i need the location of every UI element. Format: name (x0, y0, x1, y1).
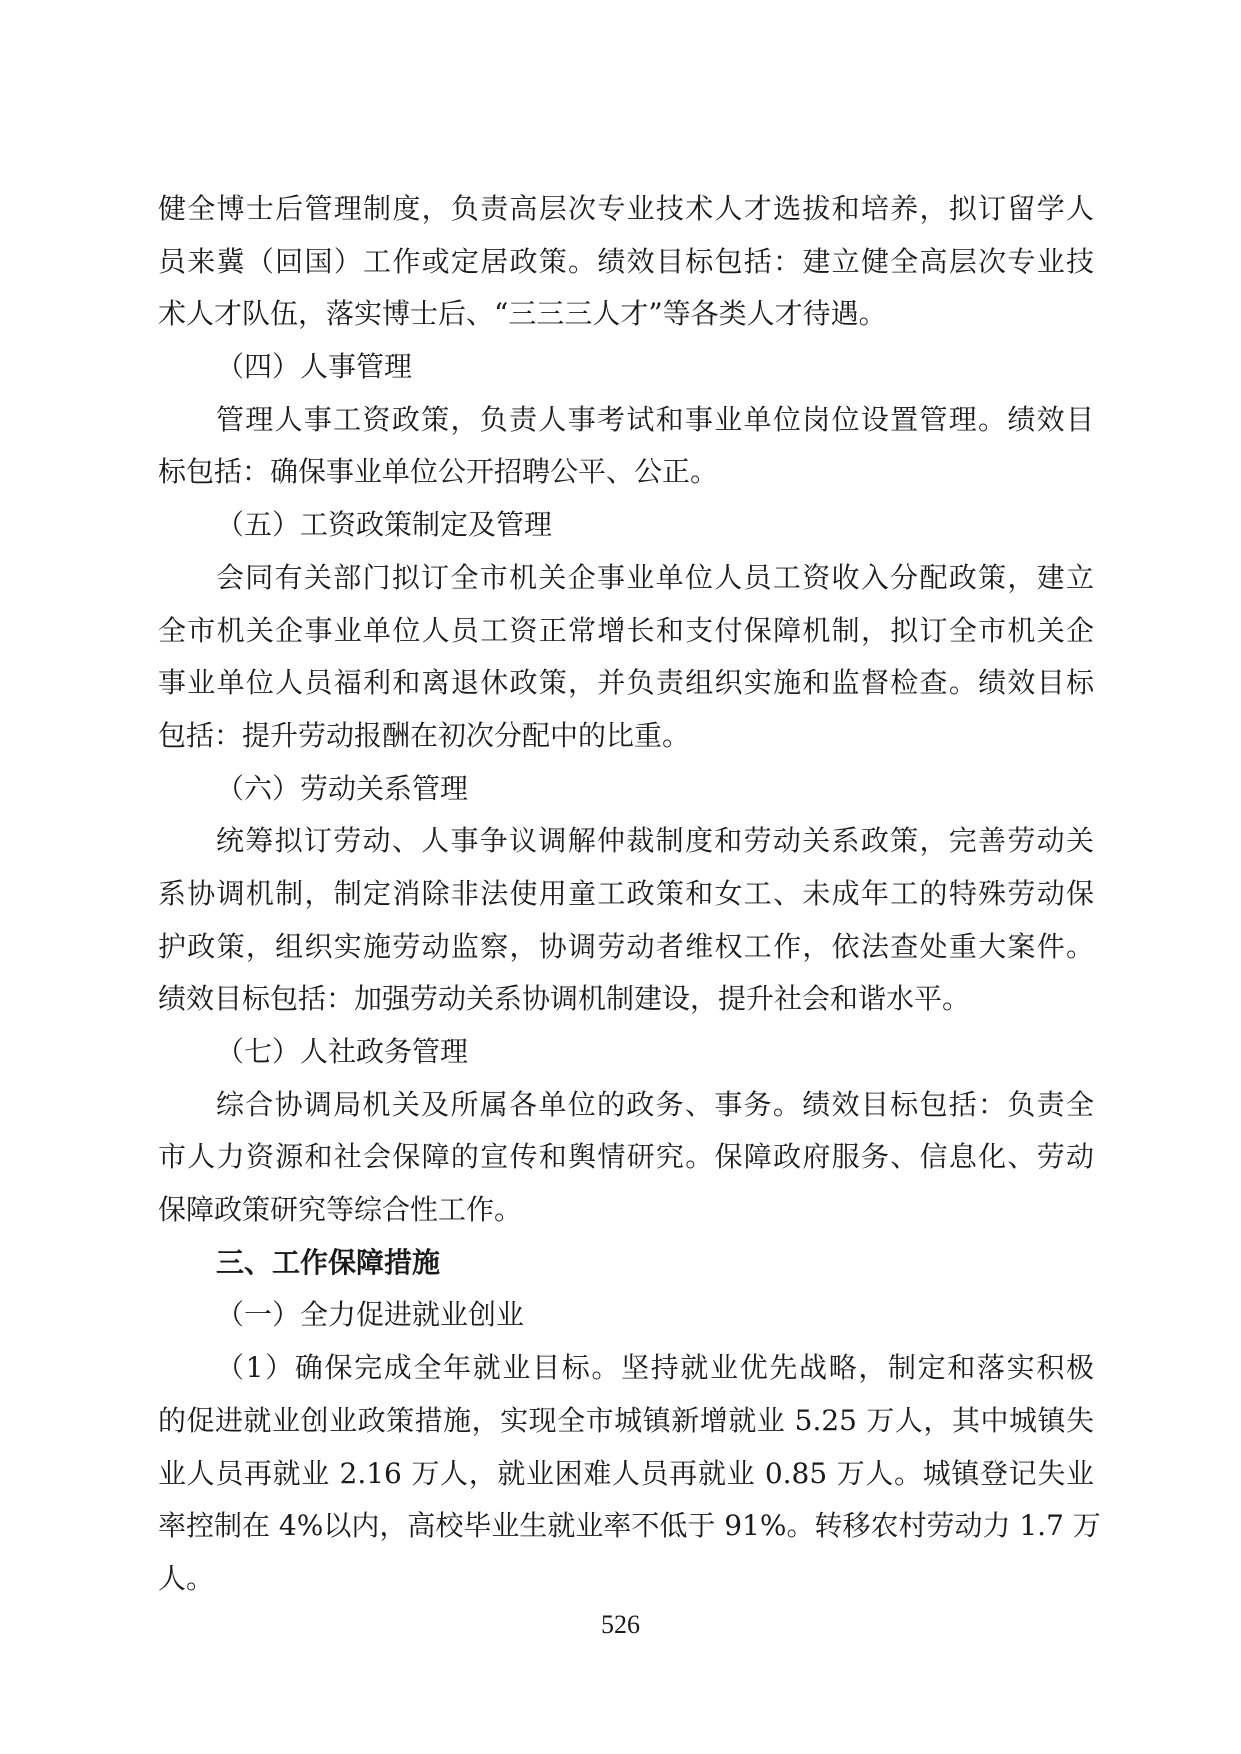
text-line: 保障政策研究等综合性工作。 (158, 1193, 523, 1227)
text-line: 护政策，组织实施劳动监察，协调劳动者维权工作，依法查处重大案件。 (158, 929, 1094, 963)
text-line: （七）人社政务管理 (216, 1035, 469, 1068)
text-line: 市人力资源和社会保障的宣传和舆情研究。保障政府服务、信息化、劳动 (158, 1140, 1094, 1174)
text-line: 术人才队伍，落实博士后、“三三三人才”等各类人才待遇。 (158, 297, 887, 331)
text-line: 绩效目标包括：加强劳动关系协调机制建设，提升社会和谐水平。 (158, 982, 971, 1016)
text-line: 健全博士后管理制度，负责高层次专业技术人才选拔和培养，拟订留学人 (158, 192, 1094, 225)
text-line: 系协调机制，制定消除非法使用童工政策和女工、未成年工的特殊劳动保 (158, 876, 1094, 910)
text-line: 统筹拟订劳动、人事争议调解仲裁制度和劳动关系政策，完善劳动关 (216, 824, 1094, 858)
text-line: 人。 (158, 1561, 215, 1595)
text-line: 事业单位人员福利和离退休政策，并负责组织实施和监督检查。绩效目标 (158, 666, 1094, 700)
page-number: 526 (601, 1610, 640, 1639)
text-line: 员来冀（回国）工作或定居政策。绩效目标包括：建立健全高层次专业技 (158, 244, 1094, 278)
text-line: （五）工资政策制定及管理 (216, 508, 553, 542)
text-line: （六）劳动关系管理 (216, 771, 469, 805)
text-line: 标包括：确保事业单位公开招聘公平、公正。 (158, 455, 719, 489)
text-line: （1）确保完成全年就业目标。坚持就业优先战略，制定和落实积极 (216, 1351, 1094, 1385)
document-body (158, 183, 1101, 1606)
text-line: 的促进就业创业政策措施，实现全市城镇新增就业 5.25 万人，其中城镇失 (158, 1403, 1094, 1437)
text-line: 会同有关部门拟订全市机关企事业单位人员工资收入分配政策，建立 (216, 560, 1094, 594)
text-line: 率控制在 4%以内，高校毕业生就业率不低于 91%。转移农村劳动力 1.7 万 (158, 1509, 1101, 1543)
text-line: 管理人事工资政策，负责人事考试和事业单位岗位设置管理。绩效目 (216, 402, 1094, 436)
text-line: 全市机关企事业单位人员工资正常增长和支付保障机制，拟订全市机关企 (158, 613, 1094, 647)
section-heading: 三、工作保障措施 (216, 1245, 441, 1279)
text-line: 包括：提升劳动报酬在初次分配中的比重。 (158, 718, 691, 752)
text-line: （一）全力促进就业创业 (216, 1298, 525, 1332)
text-line: 业人员再就业 2.16 万人，就业困难人员再就业 0.85 万人。城镇登记失业 (158, 1456, 1094, 1490)
text-line: （四）人事管理 (216, 350, 413, 384)
text-line: 综合协调局机关及所属各单位的政务、事务。绩效目标包括：负责全 (216, 1087, 1094, 1121)
